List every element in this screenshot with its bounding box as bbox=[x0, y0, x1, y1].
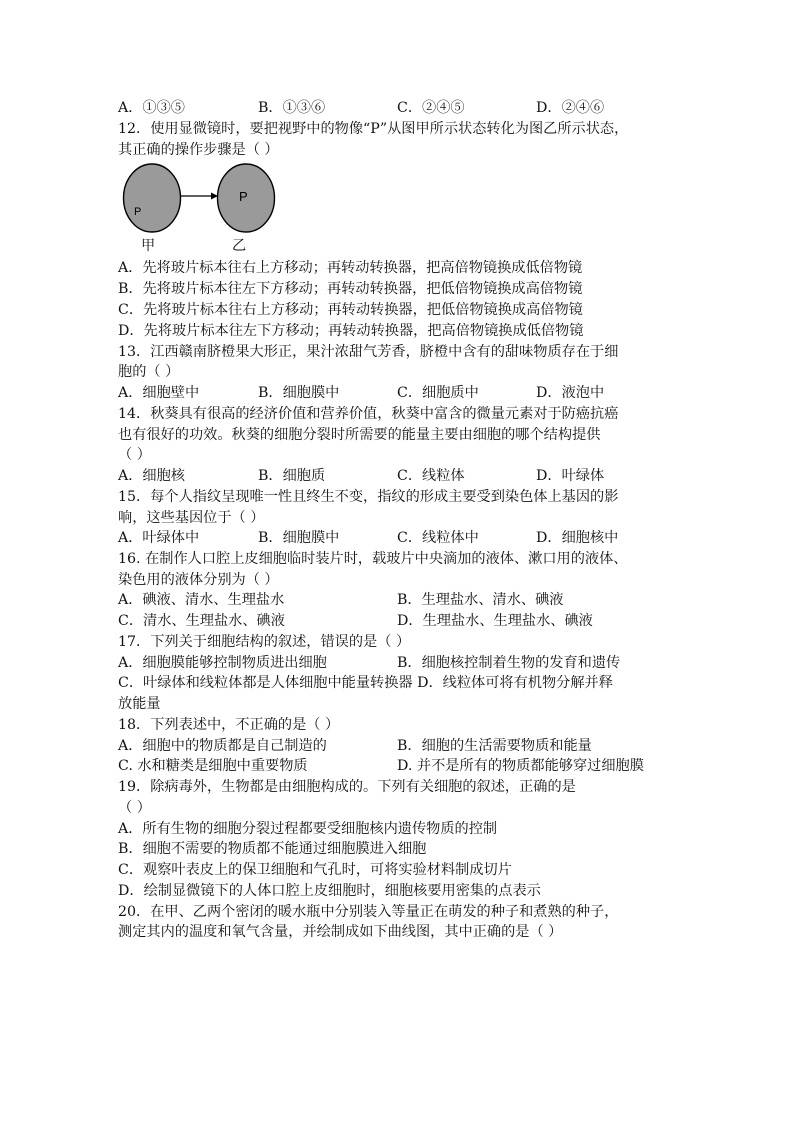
q17-stem: 17．下列关于细胞结构的叙述，错误的是（ ） bbox=[118, 634, 411, 650]
q18-stem: 18．下列表述中，不正确的是（ ） bbox=[118, 717, 340, 733]
q11-option-a: A．①③⑤ bbox=[118, 100, 185, 116]
q14-option-a: A．细胞核 bbox=[118, 468, 185, 484]
q11-option-b: B．①③⑥ bbox=[258, 100, 326, 116]
q19-option-a: A．所有生物的细胞分裂过程都要受细胞核内遗传物质的控制 bbox=[118, 821, 498, 837]
q16-option-b: B．生理盐水、清水、碘液 bbox=[397, 592, 564, 608]
q16-option-d: D．生理盐水、生理盐水、碘液 bbox=[397, 613, 593, 629]
figure-label-jia: 甲 bbox=[141, 238, 156, 254]
q16-option-a: A．碘液、清水、生理盐水 bbox=[118, 592, 285, 608]
q12-stem-line1: 12．使用显微镜时，要把视野中的物像“P”从图甲所示状态转化为图乙所示状态， bbox=[118, 121, 629, 137]
q14-stem-line3: （ ） bbox=[118, 447, 151, 463]
q20-stem-line2: 测定其内的温度和氧气含量，并绘制成如下曲线图，其中正确的是（ ） bbox=[118, 924, 563, 940]
q17-option-b: B．细胞核控制着生物的发育和遗传 bbox=[397, 655, 621, 671]
q11-option-d: D．②④⑥ bbox=[536, 100, 605, 116]
view-circle-jia bbox=[124, 164, 181, 232]
q13-option-c: C．细胞质中 bbox=[397, 385, 479, 401]
q18-option-a: A．细胞中的物质都是自己制造的 bbox=[118, 738, 327, 754]
q18-option-c: C. 水和糖类是细胞中重要物质 bbox=[118, 758, 308, 774]
q14-option-c: C．线粒体 bbox=[397, 468, 465, 484]
q19-option-c: C．观察叶表皮上的保卫细胞和气孔时，可将实验材料制成切片 bbox=[118, 862, 512, 878]
q18-option-b: B．细胞的生活需要物质和能量 bbox=[397, 738, 592, 754]
specimen-letter-left: P bbox=[134, 206, 142, 218]
q16-stem-line1: 16. 在制作人口腔上皮细胞临时装片时，载玻片中央滴加的液体、漱口用的液体、 bbox=[118, 551, 628, 567]
q14-option-d: D．叶绿体 bbox=[536, 468, 605, 484]
q19-stem-line1: 19．除病毒外，生物都是由细胞构成的。下列有关细胞的叙述，正确的是 bbox=[118, 779, 576, 795]
q13-stem-line2: 胞的（ ） bbox=[118, 364, 180, 380]
q19-option-d: D．绘制显微镜下的人体口腔上皮细胞时，细胞核要用密集的点表示 bbox=[118, 883, 541, 899]
q12-stem-line2: 其正确的操作步骤是（ ） bbox=[118, 142, 279, 158]
specimen-letter-right: P bbox=[239, 189, 248, 204]
q11-option-c: C．②④⑤ bbox=[397, 100, 465, 116]
q13-option-d: D．液泡中 bbox=[536, 385, 605, 401]
q13-stem-line1: 13．江西赣南脐橙果大形正，果汁浓甜气芳香，脐橙中含有的甜味物质存在于细 bbox=[118, 344, 619, 360]
q18-option-d: D. 并不是所有的物质都能够穿过细胞膜 bbox=[397, 758, 644, 774]
q15-stem-line1: 15．每个人指纹呈现唯一性且终生不变，指纹的形成主要受到染色体上基因的影 bbox=[118, 489, 619, 505]
q14-stem-line1: 14．秋葵具有很高的经济价值和营养价值，秋葵中富含的微量元素对于防癌抗癌 bbox=[118, 406, 619, 422]
q15-option-b: B．细胞膜中 bbox=[258, 530, 340, 546]
q20-stem-line1: 20．在甲、乙两个密闭的暖水瓶中分别装入等量正在萌发的种子和煮熟的种子， bbox=[118, 904, 619, 920]
figure-label-yi: 乙 bbox=[232, 238, 247, 254]
q12-option-c: C．先将玻片标本往右上方移动；再转动转换器，把低倍物镜换成高倍物镜 bbox=[118, 302, 583, 318]
q17-option-c-d: C．叶绿体和线粒体都是人体细胞中能量转换器 D．线粒体可将有机物分解并释 bbox=[118, 675, 613, 691]
q14-stem-line2: 也有很好的功效。秋葵的细胞分裂时所需要的能量主要由细胞的哪个结构提供 bbox=[118, 427, 601, 443]
q17-option-d-cont: 放能量 bbox=[118, 696, 161, 712]
q13-option-b: B．细胞膜中 bbox=[258, 385, 340, 401]
q16-stem-line2: 染色用的液体分别为（ ） bbox=[118, 572, 279, 588]
q19-stem-line2: （ ） bbox=[118, 800, 151, 816]
q19-option-b: B．细胞不需要的物质都不能通过细胞膜进入细胞 bbox=[118, 841, 427, 857]
q15-option-d: D．细胞核中 bbox=[536, 530, 619, 546]
q15-option-c: C．线粒体中 bbox=[397, 530, 479, 546]
q15-option-a: A．叶绿体中 bbox=[118, 530, 200, 546]
q12-option-d: D．先将玻片标本往左下方移动；再转动转换器，把高倍物镜换成低倍物镜 bbox=[118, 323, 584, 339]
q14-option-b: B．细胞质 bbox=[258, 468, 326, 484]
q13-option-a: A．细胞壁中 bbox=[118, 385, 200, 401]
q16-option-c: C．清水、生理盐水、碘液 bbox=[118, 613, 285, 629]
q12-option-a: A．先将玻片标本往右上方移动；再转动转换器，把高倍物镜换成低倍物镜 bbox=[118, 260, 583, 276]
q17-option-a: A．细胞膜能够控制物质进出细胞 bbox=[118, 655, 327, 671]
q15-stem-line2: 响，这些基因位于（ ） bbox=[118, 510, 265, 526]
q12-option-b: B．先将玻片标本往左下方移动；再转动转换器，把低倍物镜换成高倍物镜 bbox=[118, 281, 583, 297]
